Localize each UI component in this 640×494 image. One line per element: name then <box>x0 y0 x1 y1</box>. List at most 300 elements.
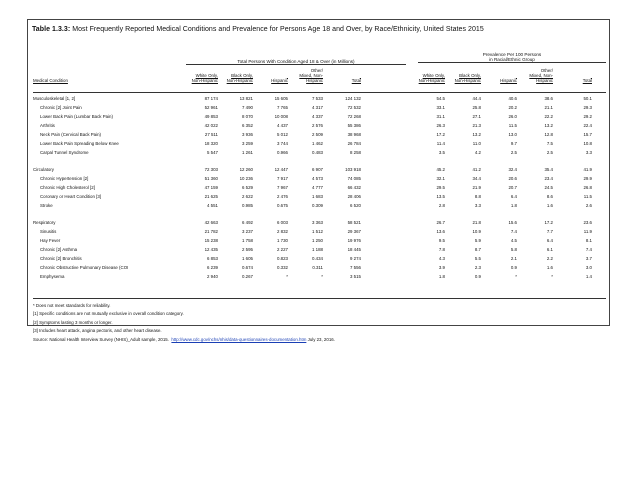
row-label: Lower Back Pain Spreading Below Knee <box>40 141 119 146</box>
cell-value: 44.4 <box>472 96 481 101</box>
note-2: [2] Symptoms lasting 3 months or longer. <box>33 319 113 325</box>
table-title-text: Most Frequently Reported Medical Conditions and Prevalence for Persons Age 18 and Over, by Race/Ethnicity, United States 2015 <box>70 26 484 33</box>
cell-value: 2 832 <box>277 229 288 234</box>
cell-value: 2 227 <box>277 247 288 252</box>
cell-value: 4.3 <box>438 256 445 261</box>
cell-value: 27 511 <box>204 132 218 137</box>
cell-value: 10 008 <box>274 114 288 119</box>
header-right-col-1-line2: Black Only, <box>459 73 481 78</box>
header-left-col-0-line3: Non-Hispanic <box>191 78 218 83</box>
cell-value: 6 907 <box>312 167 323 172</box>
cell-value: 21.8 <box>472 220 481 225</box>
cell-value: 52 961 <box>204 105 218 110</box>
cell-value: 7.5 <box>546 141 553 146</box>
column-spacer <box>361 103 409 112</box>
cell-value: 0.985 <box>242 203 253 208</box>
row-label: Chronic [2] Asthma <box>40 247 78 252</box>
group-header-prevalence <box>418 52 606 63</box>
cell-value: 15 605 <box>274 96 288 101</box>
row-label: Hay Fever <box>40 238 61 243</box>
cell-value: 4 337 <box>312 114 323 119</box>
table-row <box>33 254 592 263</box>
cell-value: 1.4 <box>585 274 592 279</box>
cell-value: 3 363 <box>312 220 323 225</box>
cell-value: 23.4 <box>544 176 553 181</box>
table-title-label: Table 1.3.3: <box>32 26 71 33</box>
cell-value: 0.311 <box>312 265 323 270</box>
cell-value: 11.5 <box>583 194 592 199</box>
cell-value: 11.5 <box>508 123 517 128</box>
cell-value: 2 576 <box>312 123 323 128</box>
cell-value: 2 940 <box>207 274 218 279</box>
notes <box>33 302 335 344</box>
cell-value: 11.0 <box>472 141 481 146</box>
cell-value: 1 730 <box>277 238 288 243</box>
cell-value: 1 758 <box>242 238 253 243</box>
cell-value: 2.3 <box>474 265 481 270</box>
column-spacer <box>361 94 409 103</box>
cell-value: 5 547 <box>207 150 218 155</box>
cell-value: 29.3 <box>583 105 592 110</box>
cell-value: 4 317 <box>312 105 323 110</box>
cell-value: 1.8 <box>438 274 445 279</box>
row-label: Musculoskeletal [1, 2] <box>33 96 76 101</box>
cell-value: 4 573 <box>312 176 323 181</box>
row-label: Circulatory <box>33 167 54 172</box>
column-spacer <box>361 139 409 148</box>
row-label: Coronary or Heart Condition [3] <box>40 194 102 199</box>
header-left-col-3-line1: Other/ <box>310 68 323 73</box>
cell-value: 0.966 <box>277 150 288 155</box>
cell-value: 8.1 <box>585 238 592 243</box>
source-link[interactable]: http://www.cdc.gov/nchs/nhis/data-questionnaires-documentation.htm <box>171 336 307 342</box>
cell-value: 0.9 <box>474 274 481 279</box>
cell-value: 12.8 <box>544 132 553 137</box>
cell-value: 7 556 <box>350 265 361 270</box>
cell-value: 38 968 <box>347 132 361 137</box>
table-row <box>33 183 592 192</box>
cell-value: 9 274 <box>350 256 361 261</box>
cell-value: 25.8 <box>472 105 481 110</box>
cell-value: 2 595 <box>242 247 253 252</box>
column-spacer <box>361 192 409 201</box>
cell-value: 6.4 <box>546 238 553 243</box>
cell-value: 4 437 <box>277 123 288 128</box>
cell-value: 7.7 <box>546 229 553 234</box>
cell-value: 8.8 <box>474 194 481 199</box>
table-row <box>33 148 592 157</box>
cell-value: 21.1 <box>544 105 553 110</box>
note-1: [1] Specific conditions are not mutually exclusive in overall condition category. <box>33 311 184 317</box>
cell-value <box>288 210 323 218</box>
row-label <box>33 210 183 218</box>
header-right-col-2-line3: Hispanic <box>500 78 517 83</box>
cell-value <box>323 157 361 165</box>
header-right-col-0-line2: White Only, <box>422 73 445 78</box>
cell-value <box>253 210 288 218</box>
cell-value: 2.6 <box>585 203 592 208</box>
note-reliability: * Does not meet standards for reliability. <box>33 303 111 308</box>
cell-value: 15.7 <box>583 132 592 137</box>
cell-value: 40.6 <box>508 96 517 101</box>
cell-value: 35.4 <box>544 167 553 172</box>
cell-value: 3.5 <box>438 150 445 155</box>
cell-value: 49 853 <box>204 114 218 119</box>
header-left-col-0-line2: White Only, <box>195 73 218 78</box>
cell-value: 17.2 <box>436 132 445 137</box>
cell-value: 54.5 <box>436 96 445 101</box>
cell-value: 2.5 <box>546 150 553 155</box>
cell-value: 26.7 <box>436 220 445 225</box>
note-3: [3] Includes heart attack, angina pectoris, and other heart disease. <box>33 328 162 334</box>
row-label: Lower Back Pain (Lumbar Back Pain) <box>40 114 113 119</box>
header-left-col-1-line2: Black Only, <box>231 73 253 78</box>
cell-value: 11.4 <box>436 141 445 146</box>
cell-value: 0.9 <box>510 265 517 270</box>
header-condition <box>33 68 153 83</box>
cell-value: 50.1 <box>583 96 592 101</box>
cell-value: 3.0 <box>585 265 592 270</box>
cell-value: 3.7 <box>585 256 592 261</box>
cell-value: 4 551 <box>207 203 218 208</box>
table-frame <box>27 19 610 342</box>
cell-value: 8 258 <box>350 150 361 155</box>
cell-value: 26.0 <box>508 114 517 119</box>
header-left-col-4 <box>323 68 361 83</box>
table-row <box>33 165 592 174</box>
table-row <box>33 201 592 210</box>
column-spacer <box>361 245 409 254</box>
cell-value <box>218 157 253 165</box>
cell-value: 9.5 <box>438 238 445 243</box>
header-right-col-3-line3: Hispanic <box>536 78 553 83</box>
cell-value <box>253 157 288 165</box>
column-spacer <box>361 130 409 139</box>
row-label: Respiratory <box>33 220 56 225</box>
column-spacer <box>361 254 409 263</box>
column-spacer <box>361 183 409 192</box>
cell-value: 26.3 <box>436 123 445 128</box>
cell-value: 7.4 <box>510 229 517 234</box>
cell-value: 10 236 <box>239 176 253 181</box>
cell-value: 1 512 <box>312 229 323 234</box>
header-left-col-4-line3: Total <box>351 78 361 83</box>
table-row <box>33 263 592 272</box>
cell-value: 18 445 <box>347 247 361 252</box>
cell-value: 6 239 <box>207 265 218 270</box>
cell-value: 3 237 <box>242 229 253 234</box>
cell-value: 29.9 <box>583 176 592 181</box>
cell-value: 2.8 <box>438 203 445 208</box>
cell-value <box>481 157 517 165</box>
column-spacer <box>361 210 409 218</box>
header-right-col-1-line3: Non-Hispanic <box>454 78 481 83</box>
cell-value: 12 260 <box>239 167 253 172</box>
cell-value: 3.9 <box>438 265 445 270</box>
cell-value: 2 476 <box>277 194 288 199</box>
cell-value: 15 238 <box>204 238 218 243</box>
header-right-col-0 <box>409 68 445 83</box>
row-label: Carpal Tunnel Syndrome <box>40 150 89 155</box>
cell-value: 72 532 <box>347 105 361 110</box>
cell-value: 10.8 <box>583 141 592 146</box>
cell-value: 7.8 <box>438 247 445 252</box>
cell-value: 11.9 <box>583 229 592 234</box>
cell-value: 6 492 <box>242 220 253 225</box>
cell-value: 3 515 <box>350 274 361 279</box>
table-row <box>33 192 592 201</box>
cell-value: 3.3 <box>585 150 592 155</box>
cell-value: 38.6 <box>544 96 553 101</box>
header-left-col-2-line3: Hispanic <box>271 78 288 83</box>
cell-value: 20.2 <box>508 105 517 110</box>
cell-value: 9.7 <box>510 141 517 146</box>
cell-value: 20.7 <box>508 185 517 190</box>
cell-value: 1.6 <box>546 203 553 208</box>
cell-value <box>183 157 218 165</box>
spacer-row <box>33 157 592 165</box>
cell-value: 6 529 <box>242 185 253 190</box>
header-right-col-4 <box>553 68 592 83</box>
cell-value: 2 509 <box>312 132 323 137</box>
column-spacer <box>361 201 409 210</box>
cell-value: 21.9 <box>472 185 481 190</box>
cell-value: 0.483 <box>312 150 323 155</box>
cell-value: 27.1 <box>472 114 481 119</box>
cell-value: 6 352 <box>242 123 253 128</box>
cell-value: 4.5 <box>510 238 517 243</box>
row-label: Chronic [2] Joint Pain <box>40 105 82 110</box>
cell-value: 26.8 <box>583 185 592 190</box>
cell-value: 29.2 <box>583 114 592 119</box>
cell-value: 28 406 <box>347 194 361 199</box>
cell-value: 17.2 <box>544 220 553 225</box>
cell-value: 1 261 <box>242 150 253 155</box>
cell-value: 13.5 <box>436 194 445 199</box>
cell-value <box>517 157 553 165</box>
cell-value: * <box>515 274 517 279</box>
cell-value <box>445 210 481 218</box>
table-row <box>33 218 592 227</box>
cell-value: 7.4 <box>585 247 592 252</box>
cell-value: 22.4 <box>583 123 592 128</box>
cell-value: 13.2 <box>472 132 481 137</box>
cell-value: 31.1 <box>436 114 445 119</box>
cell-value <box>553 210 592 218</box>
header-right-col-4-line3: Total <box>582 78 592 83</box>
cell-value: 6 520 <box>350 203 361 208</box>
group-header-totals-label: Total Persons With Condition Aged 18 & Over (in Millions) <box>186 59 406 65</box>
table-row <box>33 236 592 245</box>
cell-value: 6.4 <box>510 194 517 199</box>
cell-value: 7 490 <box>242 105 253 110</box>
cell-value: 34.4 <box>472 176 481 181</box>
cell-value: 3 259 <box>242 141 253 146</box>
header-left-col-3-line3: Hispanic <box>306 78 323 83</box>
cell-value: 124 132 <box>345 96 361 101</box>
header-right-col-2 <box>481 68 517 83</box>
cell-value: 18 320 <box>204 141 218 146</box>
source-prefix: Source: National Health Interview Survey (NHIS)_Adult sample, 2015. <box>33 336 169 342</box>
cell-value: 7 765 <box>277 105 288 110</box>
cell-value: 1.8 <box>510 203 517 208</box>
cell-value: 3 936 <box>242 132 253 137</box>
cell-value: 29.5 <box>436 185 445 190</box>
cell-value: 42 022 <box>204 123 218 128</box>
cell-value: 1 462 <box>312 141 323 146</box>
cell-value <box>183 210 218 218</box>
group-header-prevalence-line2: in Racial/Ethnic Group <box>418 57 606 63</box>
cell-value: 0.332 <box>277 265 288 270</box>
cell-value: 55 386 <box>347 123 361 128</box>
table-row <box>33 272 592 281</box>
header-left-col-2 <box>253 68 288 83</box>
column-spacer <box>361 272 409 281</box>
cell-value: 41.2 <box>472 167 481 172</box>
cell-value: 32.1 <box>436 176 445 181</box>
cell-value <box>553 157 592 165</box>
cell-value: 8.7 <box>474 247 481 252</box>
table-row <box>33 130 592 139</box>
cell-value: 72 303 <box>204 167 218 172</box>
column-spacer <box>361 148 409 157</box>
cell-value: 7 533 <box>312 96 323 101</box>
cell-value: 2 622 <box>242 194 253 199</box>
cell-value: 29 367 <box>347 229 361 234</box>
column-spacer <box>361 121 409 130</box>
header-left-col-3 <box>288 68 323 83</box>
column-spacer <box>361 174 409 183</box>
row-label: Arthritis <box>40 123 55 128</box>
column-spacer <box>361 236 409 245</box>
table-row <box>33 112 592 121</box>
header-left-col-3-line2: Mixed, Non- <box>299 73 323 78</box>
cell-value: 13 821 <box>239 96 253 101</box>
cell-value <box>481 210 517 218</box>
cell-value: 7 917 <box>277 176 288 181</box>
column-spacer <box>361 112 409 121</box>
column-spacer <box>361 157 409 165</box>
cell-value: 1 250 <box>312 238 323 243</box>
cell-value: * <box>321 274 323 279</box>
table-title <box>32 26 484 33</box>
table-row <box>33 227 592 236</box>
table-row <box>33 139 592 148</box>
cell-value: 6 853 <box>207 256 218 261</box>
data-table <box>33 94 592 281</box>
cell-value: 1 683 <box>312 194 323 199</box>
cell-value: 32.4 <box>508 167 517 172</box>
cell-value: 5 012 <box>277 132 288 137</box>
source-suffix: July 23, 2016. <box>306 336 335 342</box>
cell-value: 4 777 <box>312 185 323 190</box>
cell-value: 2.5 <box>510 150 517 155</box>
table-row <box>33 103 592 112</box>
cell-value: 0.267 <box>242 274 253 279</box>
cell-value: 8.6 <box>546 194 553 199</box>
source-line <box>33 336 335 344</box>
row-label: Chronic High Cholesterol [2] <box>40 185 95 190</box>
cell-value: 7 967 <box>277 185 288 190</box>
column-spacer <box>361 263 409 272</box>
cell-value: 5.5 <box>474 256 481 261</box>
cell-value: 74 085 <box>347 176 361 181</box>
cell-value: 26 784 <box>347 141 361 146</box>
cell-value <box>218 210 253 218</box>
cell-value: 1 605 <box>242 256 253 261</box>
spacer-row <box>33 210 592 218</box>
cell-value: 2.1 <box>510 256 517 261</box>
header-condition-label: Medical Condition <box>33 78 68 83</box>
column-spacer <box>361 218 409 227</box>
cell-value: 8 070 <box>242 114 253 119</box>
cell-value: 6.1 <box>546 247 553 252</box>
cell-value: 4.2 <box>474 150 481 155</box>
cell-value: 41.9 <box>583 167 592 172</box>
cell-value: 51 360 <box>204 176 218 181</box>
cell-value: 15.6 <box>508 220 517 225</box>
cell-value <box>445 157 481 165</box>
cell-value <box>409 210 445 218</box>
cell-value <box>409 157 445 165</box>
cell-value: 1.6 <box>546 265 553 270</box>
cell-value: 13.2 <box>544 123 553 128</box>
cell-value: 23.6 <box>583 220 592 225</box>
cell-value: * <box>551 274 553 279</box>
cell-value: 0.309 <box>312 203 323 208</box>
header-left-col-1 <box>218 68 253 83</box>
cell-value: 2.2 <box>546 256 553 261</box>
column-spacer <box>361 165 409 174</box>
group-header-prevalence-line1: Prevalence Per 100 Persons <box>482 52 542 57</box>
cell-value: 45.2 <box>436 167 445 172</box>
cell-value: 58 521 <box>347 220 361 225</box>
cell-value: 103 918 <box>345 167 361 172</box>
header-left-col-0 <box>183 68 218 83</box>
cell-value: 10.9 <box>472 229 481 234</box>
cell-value: 0.823 <box>277 256 288 261</box>
row-label: Emphysema <box>40 274 65 279</box>
cell-value: 21 625 <box>204 194 218 199</box>
cell-value: 42 663 <box>204 220 218 225</box>
cell-value: 0.675 <box>277 203 288 208</box>
column-spacer <box>361 227 409 236</box>
row-label <box>33 157 183 165</box>
row-label: Chronic Obstructive Pulmonary Disease (COI <box>40 265 129 270</box>
cell-value: 3.3 <box>474 203 481 208</box>
cell-value <box>517 210 553 218</box>
cell-value: 47 159 <box>204 185 218 190</box>
cell-value: 13.6 <box>436 229 445 234</box>
cell-value <box>323 210 361 218</box>
table-row <box>33 94 592 103</box>
cell-value: 6 003 <box>277 220 288 225</box>
cell-value: 20.6 <box>508 176 517 181</box>
cell-value: 87 174 <box>204 96 218 101</box>
cell-value: 21 782 <box>204 229 218 234</box>
cell-value: 24.5 <box>544 185 553 190</box>
cell-value: 12 447 <box>274 167 288 172</box>
header-rule <box>33 92 606 93</box>
header-right-col-0-line3: Non-Hispanic <box>418 78 445 83</box>
cell-value: 33.1 <box>436 105 445 110</box>
cell-value: 0.674 <box>242 265 253 270</box>
header-left-col-1-line3: Non-Hispanic <box>226 78 253 83</box>
table-row <box>33 245 592 254</box>
cell-value: 66 432 <box>347 185 361 190</box>
cell-value: 22.2 <box>544 114 553 119</box>
cell-value <box>288 157 323 165</box>
